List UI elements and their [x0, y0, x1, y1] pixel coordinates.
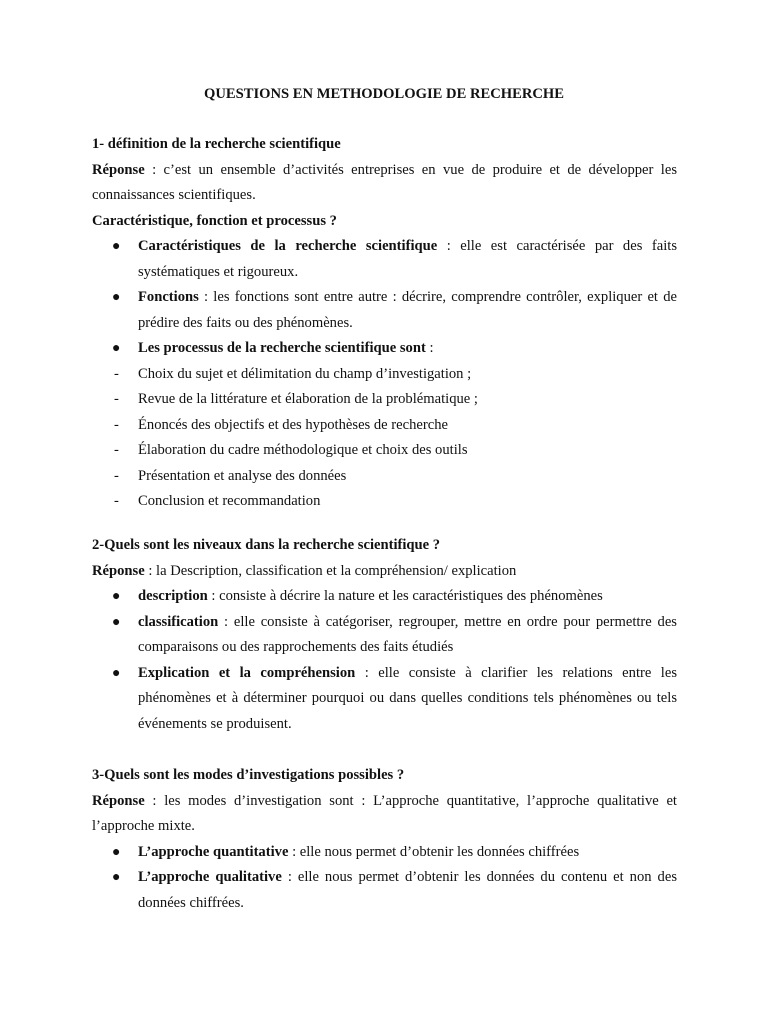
dash-item: [92, 438, 677, 464]
bullet-icon: ●: [112, 665, 121, 681]
dash-marker: -: [114, 365, 119, 382]
bullet-term: L’approche qualitative: [138, 869, 282, 885]
bullet-term: L’approche quantitative: [138, 843, 289, 860]
bullet-item: [92, 840, 677, 866]
dash-item: [92, 489, 677, 515]
bullet-text: : elle nous permet d’obtenir les données du contenu et non des données chiffrées.: [138, 869, 678, 911]
bullet-text: :: [425, 340, 434, 356]
section-3: [92, 763, 677, 916]
bullet-icon: ●: [112, 614, 121, 630]
bullet-item: [92, 865, 677, 916]
section-3-answer: [92, 789, 677, 840]
bullet-text: : elle consiste à catégoriser, regrouper, mettre en ordre pour permettre des comparaisons ou des rapprochements des faits étudiés: [138, 613, 677, 655]
bullet-term: Fonctions: [138, 289, 199, 305]
dash-marker: -: [114, 416, 119, 433]
bullet-icon: ●: [112, 239, 121, 254]
bullet-icon: ●: [112, 341, 121, 356]
dash-item: [92, 413, 677, 439]
section-3-heading: 3-Quels sont les modes d’investigations possibles ?: [92, 767, 405, 783]
dash-item-text: Choix du sujet et délimitation du champ d’investigation ;: [138, 365, 472, 382]
dash-item-text: Élaboration du cadre méthodologique et choix des outils: [138, 442, 468, 458]
section-1-heading: 1- définition de la recherche scientifique: [92, 136, 341, 152]
bullet-item: [92, 584, 677, 610]
bullet-text: : consiste à décrire la nature et les caractéristiques des phénomènes: [207, 588, 603, 604]
dash-marker: -: [114, 493, 119, 509]
bullet-item: [92, 234, 677, 285]
dash-marker: -: [114, 391, 119, 407]
document-title: QUESTIONS EN METHODOLOGIE DE RECHERCHE: [203, 86, 565, 102]
bullet-icon: ●: [112, 844, 121, 860]
section-2-answer: [92, 559, 677, 585]
bullet-text: : elle nous permet d’obtenir les données chiffrées: [288, 843, 580, 860]
dash-item-text: Énoncés des objectifs et des hypothèses de recherche: [138, 416, 448, 433]
dash-item: [92, 464, 677, 490]
bullet-icon: ●: [112, 870, 121, 885]
section-2-heading: 2-Quels sont les niveaux dans la recherche scientifique ?: [92, 537, 441, 553]
bullet-item: [92, 336, 677, 362]
dash-marker: -: [114, 442, 119, 458]
answer-text: : c’est un ensemble d’activités entreprises en vue de produire et de développer les connaissances scientifiques.: [92, 161, 677, 203]
answer-label: Réponse: [92, 792, 145, 809]
dash-item: [92, 387, 677, 413]
bullet-item: [92, 285, 677, 336]
answer-label: Réponse: [92, 161, 145, 178]
bullet-term: Explication et la compréhension: [138, 664, 356, 681]
section-1-answer: [92, 158, 677, 209]
bullet-icon: ●: [112, 589, 121, 604]
bullet-text: : elle est caractérisée par des faits systématiques et rigoureux.: [138, 238, 677, 280]
bullet-term: Caractéristiques de la recherche scientifique: [138, 238, 438, 254]
bullet-term: Les processus de la recherche scientifique sont: [138, 340, 426, 356]
dash-marker: -: [114, 467, 119, 484]
dash-item-text: Conclusion et recommandation: [138, 493, 321, 509]
answer-label: Réponse: [92, 562, 145, 579]
answer-text: : la Description, classification et la compréhension/ explication: [144, 562, 517, 579]
bullet-text: : elle consiste à clarifier les relations entre les phénomènes et à déterminer pourquoi ou dans quelles conditions tels phénomènes ou tels événements se produisent.: [138, 664, 677, 732]
section-1-subheading: Caractéristique, fonction et processus ?: [92, 212, 337, 229]
bullet-term: description: [138, 588, 208, 604]
bullet-item: [92, 610, 677, 661]
bullet-term: classification: [138, 613, 219, 630]
dash-item-text: Revue de la littérature et élaboration de la problématique ;: [138, 391, 478, 407]
bullet-icon: ●: [112, 290, 121, 305]
dash-item-text: Présentation et analyse des données: [138, 467, 347, 484]
section-2: [92, 533, 677, 737]
bullet-text: : les fonctions sont entre autre : décrire, comprendre contrôler, expliquer et de prédire des faits ou des phénomènes.: [138, 289, 677, 331]
section-1: [92, 132, 677, 515]
bullet-item: [92, 661, 677, 738]
dash-item: [92, 362, 677, 388]
answer-text: : les modes d’investigation sont : L’approche quantitative, l’approche qualitative et l’approche mixte.: [92, 792, 677, 834]
